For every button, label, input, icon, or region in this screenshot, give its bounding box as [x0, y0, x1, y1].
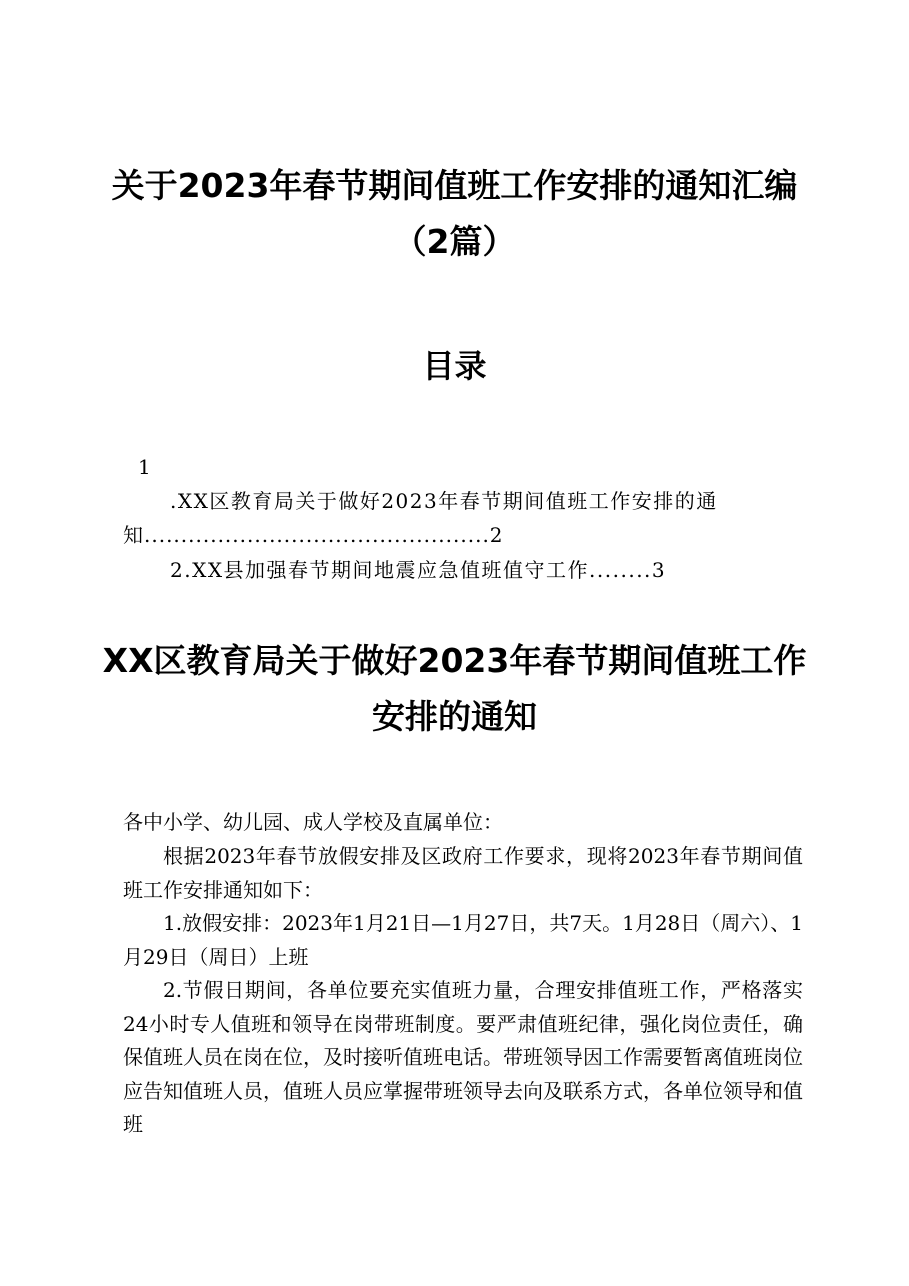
article-title: XX区教育局关于做好2023年春节期间值班工作安排的通知 [102, 641, 807, 736]
document-title: 关于2023年春节期间值班工作安排的通知汇编（2篇） [111, 166, 798, 261]
toc-entry-1-line-2: 知...............................................2 [123, 523, 504, 547]
toc-number: 1 [138, 455, 151, 479]
paragraph-2: 1.放假安排：2023年1月21日—1月27日，共7天。1月28日（周六）、1月29日（周日）上班 [123, 911, 803, 969]
salutation: 各中小学、幼儿园、成人学校及直属单位： [123, 810, 503, 834]
toc-entry-2: 2.XX县加强春节期间地震应急值班值守工作........3 [170, 558, 667, 582]
paragraph-1: 根据2023年春节放假安排及区政府工作要求，现将2023年春节期间值班工作安排通知如下： [123, 844, 803, 902]
toc-heading: 目录 [422, 347, 487, 385]
paragraph-3: 2.节假日期间，各单位要充实值班力量，合理安排值班工作，严格落实24小时专人值班和领导在岗带班制度。要严肃值班纪律，强化岗位责任，确保值班人员在岗在位，及时接听值班电话。带班领导因工作需要暂离值班岗位应告知值班人员，值班人员应掌握带班领导去向及联系方式，各单位领导和值班 [123, 978, 803, 1136]
toc-entry-1-line-1: .XX区教育局关于做好2023年春节期间值班工作安排的通 [170, 489, 718, 513]
